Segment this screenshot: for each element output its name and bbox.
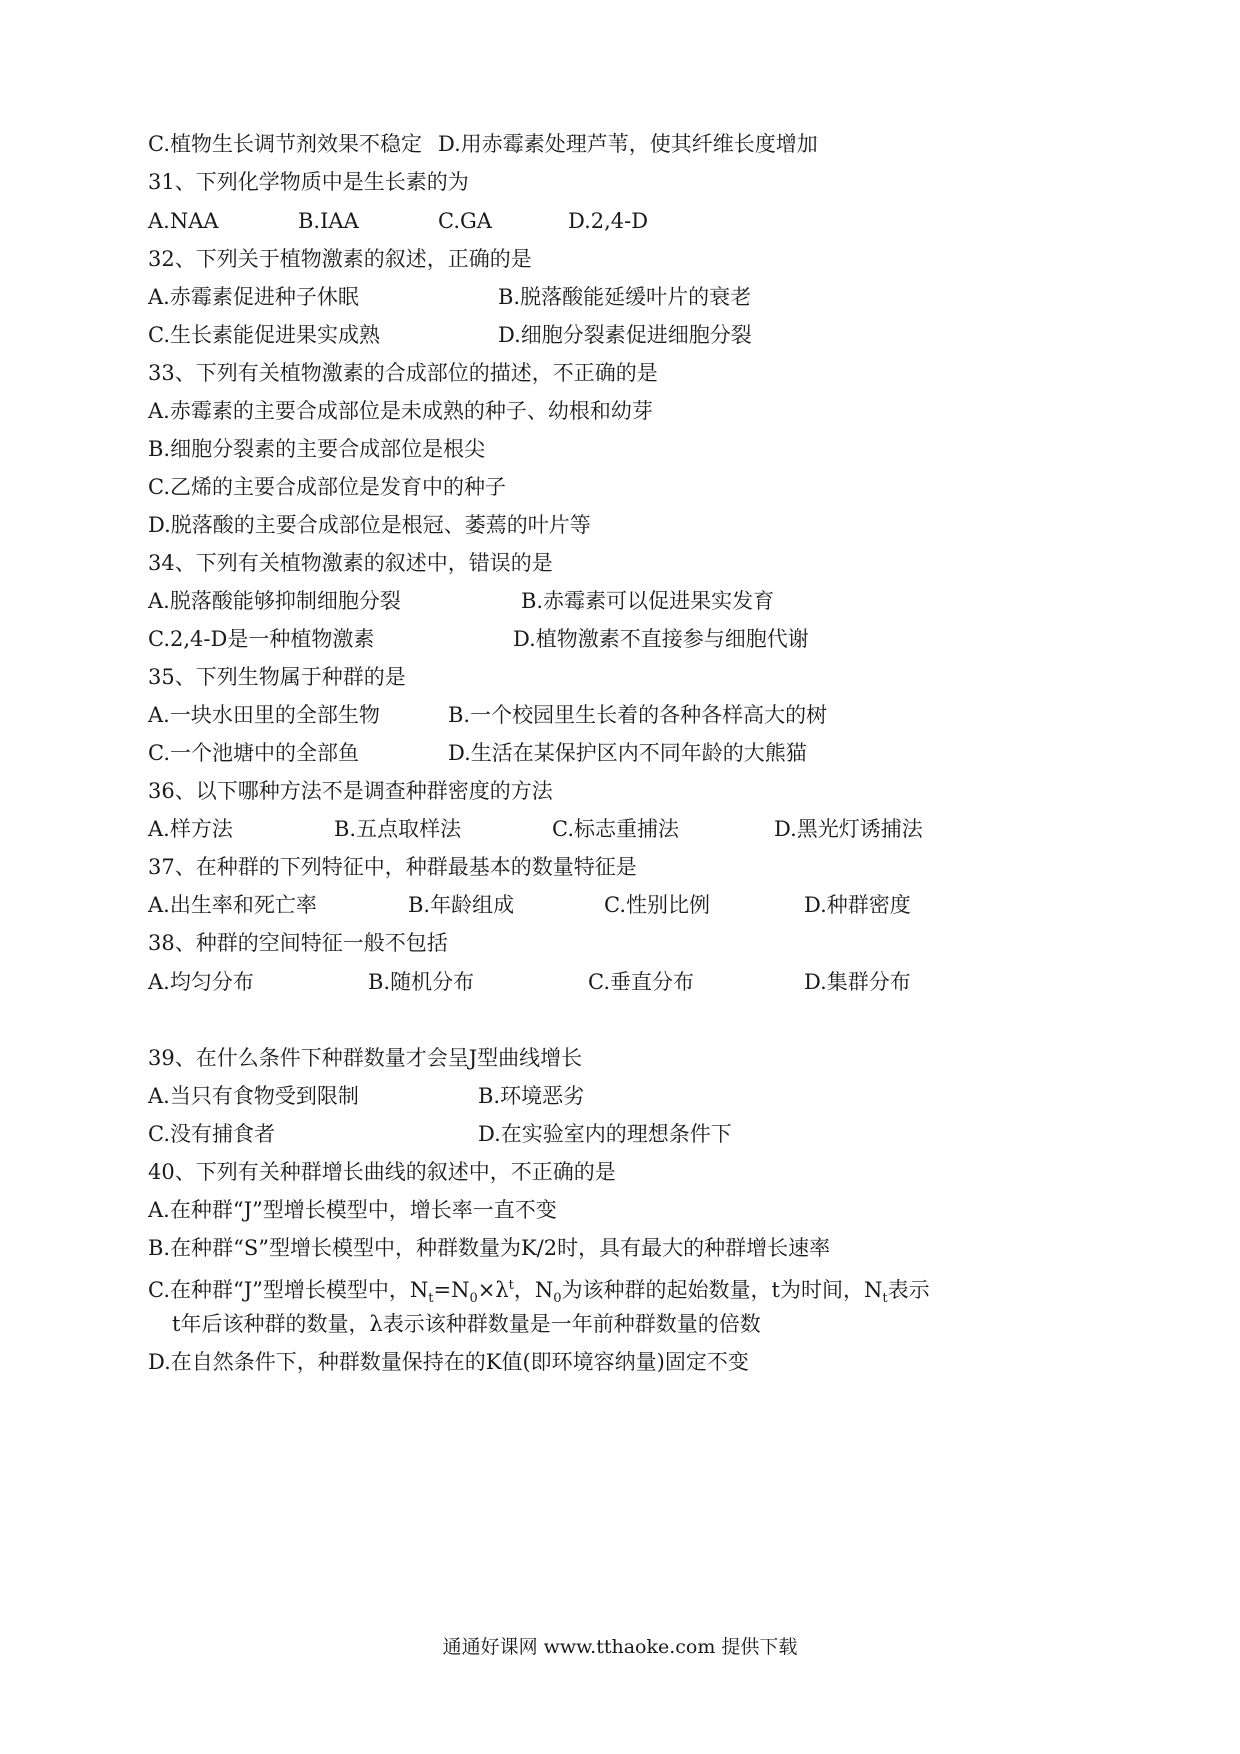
option-c: C.垂直分布 [588, 970, 694, 994]
question-40: 40、下列有关种群增长曲线的叙述中，不正确的是 [148, 1160, 616, 1184]
option-a: A.赤霉素促进种子休眠 [148, 285, 359, 309]
question-34: 34、下列有关植物激素的叙述中，错误的是 [148, 551, 553, 575]
option-d: D.生活在某保护区内不同年龄的大熊猫 [448, 741, 807, 765]
question-38: 38、种群的空间特征一般不包括 [148, 931, 448, 955]
q40-c-text-6: 表示 [887, 1278, 930, 1302]
q40-option-c [148, 1272, 930, 1313]
question-36: 36、以下哪种方法不是调查种群密度的方法 [148, 779, 553, 803]
page-footer: 通通好课网 www.tthaoke.com 提供下载 [442, 1636, 798, 1658]
option-c: C.GA [438, 209, 492, 233]
question-35: 35、下列生物属于种群的是 [148, 665, 406, 689]
option-a: A.脱落酸能够抑制细胞分裂 [148, 589, 401, 613]
q40-c-text-3: ×λ [477, 1278, 509, 1302]
option-a: A.NAA [148, 209, 219, 233]
q40-c-text-4: ，N [513, 1278, 554, 1302]
option-c: C.标志重捕法 [552, 817, 679, 841]
option-d: D.种群密度 [804, 893, 911, 917]
option-a: A.样方法 [148, 817, 233, 841]
subscript-0: 0 [469, 1291, 478, 1307]
q40-c-text-5: 为该种群的起始数量，t为时间，N [561, 1278, 883, 1302]
q40-c-text-2: =N [433, 1278, 470, 1302]
subscript-t2: t [882, 1291, 888, 1307]
option-d: D.2,4-D [568, 209, 649, 233]
option-c: C.没有捕食者 [148, 1122, 275, 1146]
option-d: D.细胞分裂素促进细胞分裂 [498, 323, 752, 347]
option-d: D.用赤霉素处理芦苇，使其纤维长度增加 [438, 132, 818, 156]
option-b: B.IAA [298, 209, 359, 233]
q40-option-a: A.在种群“J”型增长模型中，增长率一直不变 [148, 1198, 557, 1222]
option-c: C.植物生长调节剂效果不稳定 [148, 132, 422, 156]
option-d: D.植物激素不直接参与细胞代谢 [513, 627, 809, 651]
question-39: 39、在什么条件下种群数量才会呈J型曲线增长 [148, 1046, 583, 1070]
option-c: C.一个池塘中的全部鱼 [148, 741, 359, 765]
option-c: C.生长素能促进果实成熟 [148, 323, 380, 347]
option-c: C.性别比例 [604, 893, 710, 917]
option-b: B.环境恶劣 [478, 1084, 585, 1108]
option-a: A.出生率和死亡率 [148, 893, 317, 917]
question-31: 31、下列化学物质中是生长素的为 [148, 170, 469, 194]
option-b: B.一个校园里生长着的各种各样高大的树 [448, 703, 828, 727]
q33-option-a: A.赤霉素的主要合成部位是未成熟的种子、幼根和幼芽 [148, 399, 653, 423]
q33-option-d: D.脱落酸的主要合成部位是根冠、萎蔫的叶片等 [148, 513, 591, 537]
subscript-0b: 0 [553, 1291, 562, 1307]
option-b: B.随机分布 [368, 970, 475, 994]
subscript-t: t [428, 1291, 434, 1307]
option-a: A.均匀分布 [148, 970, 254, 994]
option-d: D.黑光灯诱捕法 [774, 817, 923, 841]
question-37: 37、在种群的下列特征中，种群最基本的数量特征是 [148, 855, 637, 879]
option-a: A.当只有食物受到限制 [148, 1084, 359, 1108]
option-d: D.集群分布 [804, 970, 911, 994]
question-33: 33、下列有关植物激素的合成部位的描述，不正确的是 [148, 361, 658, 385]
q33-option-c: C.乙烯的主要合成部位是发育中的种子 [148, 475, 506, 499]
q40-option-c-continued: t年后该种群的数量，λ表示该种群数量是一年前种群数量的倍数 [172, 1312, 761, 1336]
superscript-t: t [508, 1278, 514, 1293]
option-b: B.五点取样法 [334, 817, 462, 841]
question-32: 32、下列关于植物激素的叙述，正确的是 [148, 247, 532, 271]
option-d: D.在实验室内的理想条件下 [478, 1122, 732, 1146]
option-b: B.脱落酸能延缓叶片的衰老 [498, 285, 752, 309]
q40-option-b: B.在种群“S”型增长模型中，种群数量为K/2时，具有最大的种群增长速率 [148, 1236, 831, 1260]
q40-c-text-1: C.在种群“J”型增长模型中，N [148, 1278, 429, 1302]
option-b: B.年龄组成 [408, 893, 515, 917]
option-a: A.一块水田里的全部生物 [148, 703, 380, 727]
option-c: C.2,4-D是一种植物激素 [148, 627, 375, 651]
q33-option-b: B.细胞分裂素的主要合成部位是根尖 [148, 437, 486, 461]
q40-option-d: D.在自然条件下，种群数量保持在的K值(即环境容纳量)固定不变 [148, 1350, 749, 1374]
option-b: B.赤霉素可以促进果实发育 [521, 589, 775, 613]
